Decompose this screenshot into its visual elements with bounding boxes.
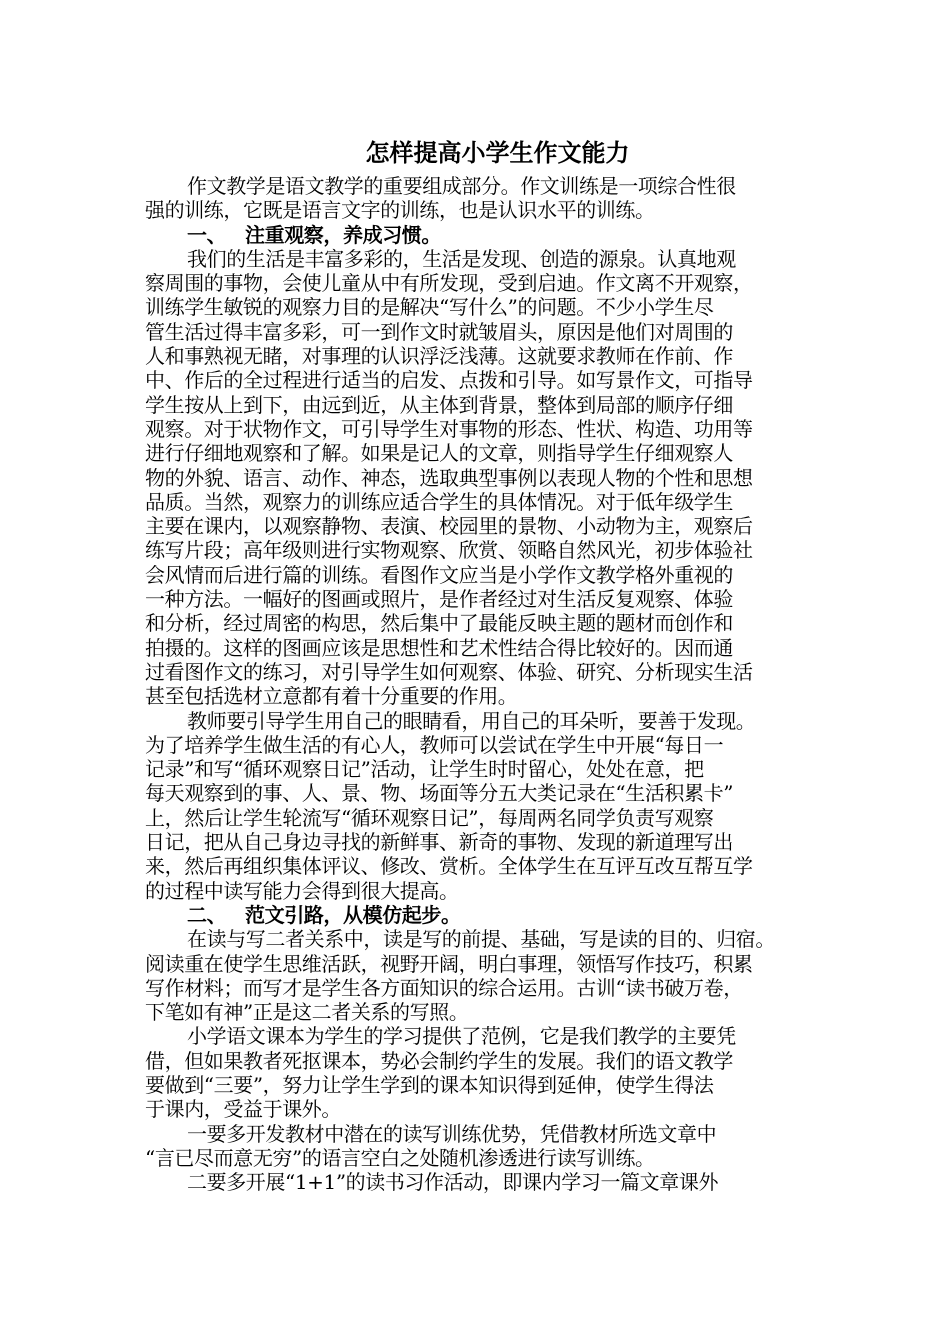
text-line: 来，然后再组织集体评议、修改、赏析。全体学生在互评互改互帮互学 <box>145 854 753 879</box>
text-line: 阅读重在使学生思维活跃，视野开阔，明白事理，领悟写作技巧，积累 <box>145 951 753 976</box>
text-line: “言已尽而意无穷”的语言空白之处随机渗透进行读写训练。 <box>145 1145 655 1170</box>
text-line: 物的外貌、语言、动作、神态，选取典型事例以表现人物的个性和思想 <box>145 465 753 490</box>
text-line: 作文教学是语文教学的重要组成部分。作文训练是一项综合性很 <box>187 174 736 198</box>
text-line: 甚至包括选材立意都有着十分重要的作用。 <box>145 684 518 709</box>
document-title: 怎样提高小学生作文能力 <box>365 138 630 167</box>
text-line: 我们的生活是丰富多彩的，生活是发现、创造的源泉。认真地观 <box>187 246 736 271</box>
text-line: 观察。对于状物作文，可引导学生对事物的形态、性状、构造、功用等 <box>145 416 753 441</box>
text-line: 在读与写二者关系中，读是写的前提、基础，写是读的目的、归宿。 <box>187 927 775 952</box>
text-line: 会风情而后进行篇的训练。看图作文应当是小学作文教学格外重视的 <box>145 562 733 587</box>
text-line: 上，然后让学生轮流写“循环观察日记”，每周两名同学负责写观察 <box>145 805 714 830</box>
text-line: 察周围的事物，会使儿童从中有所发现，受到启迪。作文离不开观察， <box>145 271 753 296</box>
section-heading-text: 注重观察，养成习惯。 <box>245 222 441 247</box>
text-line: 拍摄的。这样的图画应该是思想性和艺术性结合得比较好的。因而通 <box>145 635 733 660</box>
text-line: 人和事熟视无睹，对事理的认识浮泛浅薄。这就要求教师在作前、作 <box>145 344 733 369</box>
text-line: 每天观察到的事、人、景、物、场面等分五大类记录在“生活积累卡” <box>145 781 734 806</box>
text-line: 记录”和写“循环观察日记”活动，让学生时时留心，处处在意，把 <box>145 757 704 782</box>
text-line: 品质。当然，观察力的训练应适合学生的具体情况。对于低年级学生 <box>145 489 733 514</box>
text-line: 强的训练，它既是语言文字的训练，也是认识水平的训练。 <box>145 198 655 223</box>
text-line: 练写片段；高年级则进行实物观察、欣赏、领略自然风光，初步体验社 <box>145 538 753 563</box>
section-number: 二、 <box>187 902 227 927</box>
text-line: 写作材料；而写才是学生各方面知识的综合运用。古训“读书破万卷， <box>145 975 743 1000</box>
text-line: 学生按从上到下，由远到近，从主体到背景，整体到局部的顺序仔细 <box>145 392 733 417</box>
text-line: 教师要引导学生用自己的眼睛看，用自己的耳朵听，要善于发现。 <box>187 708 756 733</box>
text-line: 进行仔细地观察和了解。如果是记人的文章，则指导学生仔细观察人 <box>145 441 733 466</box>
text-line: 借，但如果教者死抠课本，势必会制约学生的发展。我们的语文教学 <box>145 1048 733 1073</box>
text-line: 要做到“三要”，努力让学生学到的课本知识得到延伸，使学生得法 <box>145 1072 714 1097</box>
text-line: 于课内，受益于课外。 <box>145 1097 341 1122</box>
text-line: 下笔如有神”正是这二者关系的写照。 <box>145 1000 469 1025</box>
document-page <box>145 138 810 1194</box>
text-line: 中、作后的全过程进行适当的启发、点拨和引导。如写景作文，可指导 <box>145 368 753 393</box>
document-body <box>145 174 810 1194</box>
section-number: 一、 <box>187 222 227 247</box>
text-line: 主要在课内，以观察静物、表演、校园里的景物、小动物为主，观察后 <box>145 514 753 539</box>
text-line: 的过程中读写能力会得到很大提高。 <box>145 878 459 903</box>
section-heading-text: 范文引路，从模仿起步。 <box>245 902 461 927</box>
text-line: 训练学生敏锐的观察力目的是解决“写什么”的问题。不少小学生尽 <box>145 295 714 320</box>
text-line: 小学语文课本为学生的学习提供了范例，它是我们教学的主要凭 <box>187 1024 736 1049</box>
text-line: 一种方法。一幅好的图画或照片，是作者经过对生活反复观察、体验 <box>145 587 733 612</box>
text-line: 和分析，经过周密的构思，然后集中了最能反映主题的题材而创作和 <box>145 611 733 636</box>
text-line: 为了培养学生做生活的有心人，教师可以尝试在学生中开展“每日一 <box>145 732 724 757</box>
text-line: 过看图作文的练习，对引导学生如何观察、体验、研究、分析现实生活 <box>145 659 753 684</box>
section-heading <box>145 903 810 927</box>
text-line: 管生活过得丰富多彩，可一到作文时就皱眉头，原因是他们对周围的 <box>145 319 733 344</box>
text-line: 日记，把从自己身边寻找的新鲜事、新奇的事物、发现的新道理写出 <box>145 830 733 855</box>
text-line: 一要多开发教材中潜在的读写训练优势，凭借教材所选文章中 <box>187 1121 717 1146</box>
section-heading <box>145 223 810 247</box>
text-line: 二要多开展“1+1”的读书习作活动，即课内学习一篇文章课外 <box>187 1170 719 1195</box>
